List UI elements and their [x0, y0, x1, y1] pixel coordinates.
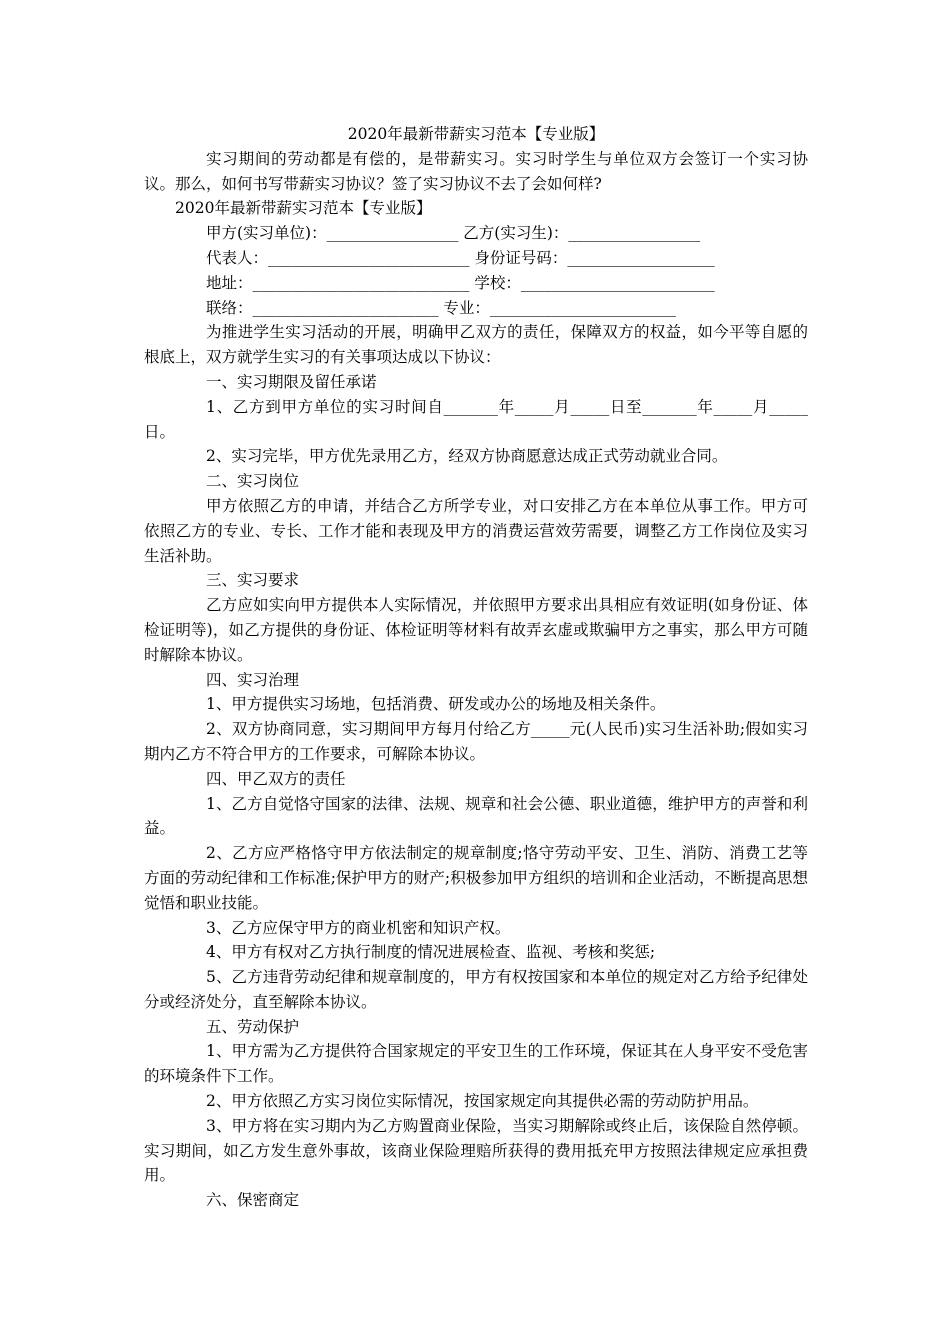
section-heading: 四、甲乙双方的责任: [206, 769, 346, 788]
section-heading: 一、实习期限及留任承诺: [206, 372, 377, 391]
section-paragraph: 5、乙方违背劳动纪律和规章制度的，甲方有权按国家和本单位的规定对乙方给予纪律处分或经济处分，直至解除本协议。: [144, 968, 808, 1011]
party-a-fields: 甲方(实习单位)：_________________ 乙方(实习生)：_________________: [206, 224, 701, 243]
document-title: 2020年最新带薪实习范本【专业版】: [347, 125, 605, 143]
section-paragraph: 乙方应如实向甲方提供本人实际情况，并依照甲方要求出具相应有效证明(如身份证、体检证明等)，如乙方提供的身份证、体检证明等材料有故弄玄虚或欺骗甲方之事实，那么甲方可随时解除本协议。: [144, 596, 808, 664]
document-subtitle: 2020年最新带薪实习范本【专业版】: [175, 199, 432, 218]
address-fields: 地址：____________________________ 学校：_________________________: [206, 273, 715, 292]
contact-fields: 联络：________________________ 专业：________________________: [206, 298, 676, 317]
section-paragraph: 1、乙方自觉恪守国家的法律、法规、规章和社会公德、职业道德，维护甲方的声誉和利益。: [144, 794, 808, 838]
section-heading: 五、劳动保护: [206, 1017, 300, 1036]
section-paragraph: 1、乙方到甲方单位的实习时间自_______年_____月_____日至_______年_____月_____日。: [144, 397, 808, 441]
section-paragraph: 甲方依照乙方的申请，并结合乙方所学专业，对口安排乙方在本单位从事工作。甲方可依照乙方的专业、专长、工作才能和表现及甲方的消费运营效劳需要，调整乙方工作岗位及实习生活补助。: [144, 496, 808, 565]
intro-paragraph: 实习期间的劳动都是有偿的，是带薪实习。实习时学生与单位双方会签订一个实习协议。那么，如何书写带薪实习协议？签了实习协议不去了会如何样?: [144, 149, 808, 193]
representative-fields: 代表人：__________________________ 身份证号码：___________________: [206, 248, 715, 267]
section-heading: 二、实习岗位: [206, 472, 300, 491]
section-paragraph: 2、乙方应严格恪守甲方依法制定的规章制度;恪守劳动平安、卫生、消防、消费工艺等方面的劳动纪律和工作标准;保护甲方的财产;积极参加甲方组织的培训和企业活动，不断提高思想觉悟和职业技能。: [144, 844, 808, 912]
section-heading: 三、实习要求: [206, 571, 300, 590]
section-paragraph: 3、乙方应保守甲方的商业机密和知识产权。: [206, 918, 511, 937]
section-heading: 四、实习治理: [206, 670, 300, 689]
section-paragraph: 1、甲方提供实习场地，包括消费、研发或办公的场地及相关条件。: [206, 695, 666, 714]
section-paragraph: 2、甲方依照乙方实习岗位实际情况，按国家规定向其提供必需的劳动防护用品。: [206, 1092, 759, 1111]
section-paragraph: 2、双方协商同意，实习期间甲方每月付给乙方_____元(人民币)实习生活补助;假如实习期内乙方不符合甲方的工作要求，可解除本协议。: [144, 720, 808, 763]
document-page: [144, 122, 808, 1213]
section-paragraph: 2、实习完毕，甲方优先录用乙方，经双方协商愿意达成正式劳动就业合同。: [206, 447, 728, 466]
section-heading: 六、保密商定: [206, 1191, 300, 1210]
section-paragraph: 3、甲方将在实习期内为乙方购置商业保险，当实习期解除或终止后，该保险自然停顿。实习期间，如乙方发生意外事故，该商业保险理赔所获得的费用抵充甲方按照法律规定应承担费用。: [144, 1116, 808, 1185]
section-paragraph: 1、甲方需为乙方提供符合国家规定的平安卫生的工作环境，保证其在人身平安不受危害的环境条件下工作。: [144, 1042, 808, 1086]
section-paragraph: 4、甲方有权对乙方执行制度的情况进展检查、监视、考核和奖惩;: [206, 943, 656, 962]
preamble-paragraph: 为推进学生实习活动的开展，明确甲乙双方的责任，保障双方的权益，如今平等自愿的根底上，双方就学生实习的有关事项达成以下协议：: [144, 323, 808, 367]
